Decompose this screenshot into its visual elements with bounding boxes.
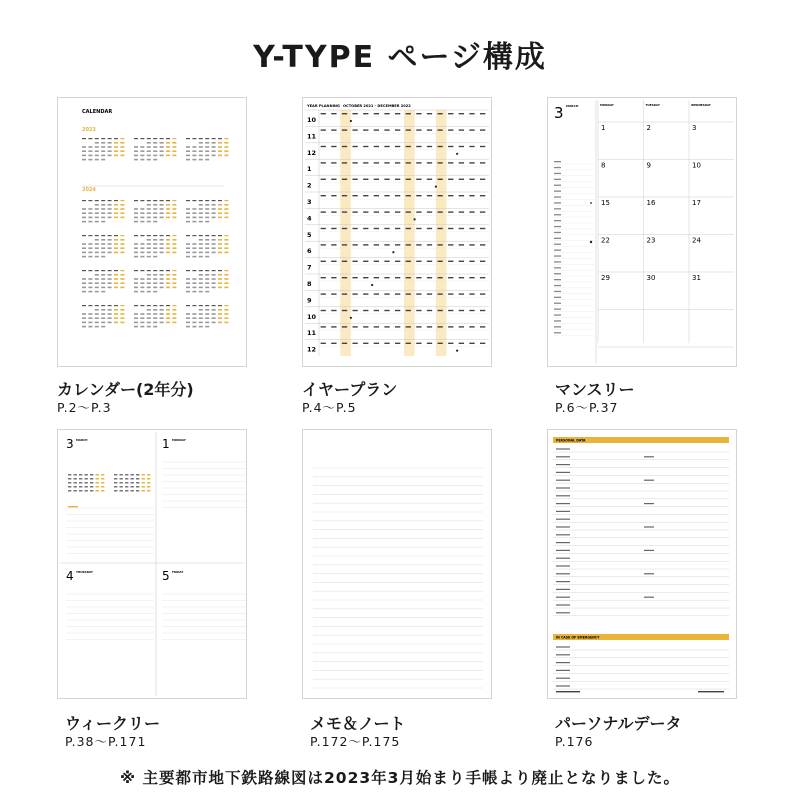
monthly-month-name: MARCH: [566, 104, 579, 108]
monthly-date: 15: [601, 199, 610, 207]
memo-note-page-preview: [303, 430, 491, 698]
year-plan-heading: YEAR PLANNING: [307, 104, 340, 108]
year-plan-month-label: 10: [307, 116, 317, 124]
year-plan-month-label: 8: [307, 280, 312, 288]
monthly-day-header: MONDAY: [600, 103, 614, 107]
year-plan-month-label: 10: [307, 312, 317, 321]
monthly-date: 31: [692, 274, 701, 282]
calendar-caption-pages: P.2～P.3: [57, 400, 112, 415]
year-plan-page-preview: [303, 98, 491, 366]
weekly-day-number: 3: [66, 437, 74, 451]
year-plan-caption: [302, 380, 397, 416]
monthly-caption-name: マンスリー: [555, 380, 635, 399]
monthly-date: 1: [601, 124, 606, 132]
memo-note-page-thumbnail[interactable]: [302, 429, 492, 699]
footnote: ※ 主要都市地下鉄路線図は2023年3月始まり手帳より廃止となりました。: [120, 769, 680, 787]
personal-data-page-thumbnail[interactable]: [547, 429, 737, 699]
monthly-date: 9: [646, 161, 651, 170]
page-title: Y-TYPE ページ構成: [253, 40, 547, 75]
year-plan-month-label: 12: [307, 148, 317, 157]
monthly-date: 22: [601, 236, 610, 245]
monthly-date: 17: [692, 199, 701, 207]
weekly-day-number: 5: [162, 569, 170, 583]
year-plan-month-label: 2: [307, 181, 312, 190]
year-plan-month-label: 11: [307, 329, 317, 338]
monthly-date: 23: [646, 236, 656, 245]
monthly-month-number: 3: [554, 104, 564, 122]
monthly-date: 24: [692, 236, 701, 245]
monthly-caption-pages: P.6～P.37: [555, 400, 619, 415]
weekly-page-thumbnail[interactable]: [57, 429, 247, 699]
year-plan-subheading: OCTOBER 2021 - DECEMBER 2022: [343, 104, 411, 108]
year-plan-month-label: 3: [307, 198, 312, 206]
calendar-caption: [57, 380, 194, 416]
weekly-day-number: 1: [162, 437, 170, 451]
monthly-date: 2: [646, 124, 651, 132]
calendar-year-1: 2023: [82, 127, 96, 133]
year-plan-month-label: 4: [307, 214, 312, 223]
calendar-caption-name: カレンダー(2年分): [57, 380, 194, 399]
weekly-day-number: 4: [66, 569, 74, 583]
personal-data-header: PERSONAL DATA: [556, 438, 586, 443]
monthly-caption: [555, 380, 635, 416]
year-plan-month-label: 7: [307, 263, 312, 272]
year-plan-month-label: 11: [307, 132, 317, 141]
monthly-date: 16: [646, 199, 656, 207]
monthly-date: 29: [601, 274, 610, 282]
memo-note-caption-pages: P.172～P.175: [310, 734, 401, 749]
weekly-day-label: THURSDAY: [76, 570, 93, 574]
personal-data-caption: [555, 714, 682, 750]
monthly-date: 30: [646, 274, 656, 282]
memo-note-caption-name: メモ＆ノート: [310, 714, 406, 733]
personal-data-caption-pages: P.176: [555, 734, 594, 749]
calendar-heading: CALENDAR: [82, 109, 113, 115]
personal-data-page-preview: [548, 430, 736, 698]
year-plan-month-label: 1: [307, 165, 312, 174]
year-plan-month-label: 5: [307, 230, 312, 239]
year-plan-month-label: 12: [307, 345, 317, 354]
year-plan-month-label: 6: [307, 247, 312, 256]
year-plan-caption-pages: P.4～P.5: [302, 400, 357, 415]
monthly-date: 3: [692, 124, 697, 132]
calendar-page-thumbnail[interactable]: [57, 97, 247, 367]
weekly-page-preview: [58, 430, 246, 698]
memo-note-caption: [310, 714, 406, 750]
weekly-day-label: MARCH: [76, 438, 88, 442]
emergency-header: IN CASE OF EMERGENCY: [556, 635, 600, 640]
calendar-year-2: 2024: [82, 187, 96, 193]
calendar-page-preview: [58, 98, 246, 366]
monthly-page-thumbnail[interactable]: [547, 97, 737, 367]
monthly-day-header: WEDNESDAY: [691, 103, 711, 107]
weekly-day-label: FRIDAY: [172, 570, 184, 574]
monthly-day-header: TUESDAY: [645, 103, 660, 107]
monthly-date: 8: [601, 161, 606, 170]
personal-data-caption-name: パーソナルデータ: [555, 714, 682, 733]
weekly-caption-pages: P.38～P.171: [65, 734, 147, 749]
monthly-date: 10: [692, 161, 701, 170]
weekly-caption: [65, 714, 160, 750]
year-plan-caption-name: イヤープラン: [302, 380, 398, 399]
year-plan-month-label: 9: [307, 296, 312, 305]
year-plan-page-thumbnail[interactable]: [302, 97, 492, 367]
weekly-day-label: MONDAY: [172, 438, 186, 442]
monthly-page-preview: [548, 98, 736, 366]
weekly-caption-name: ウィークリー: [65, 714, 161, 733]
